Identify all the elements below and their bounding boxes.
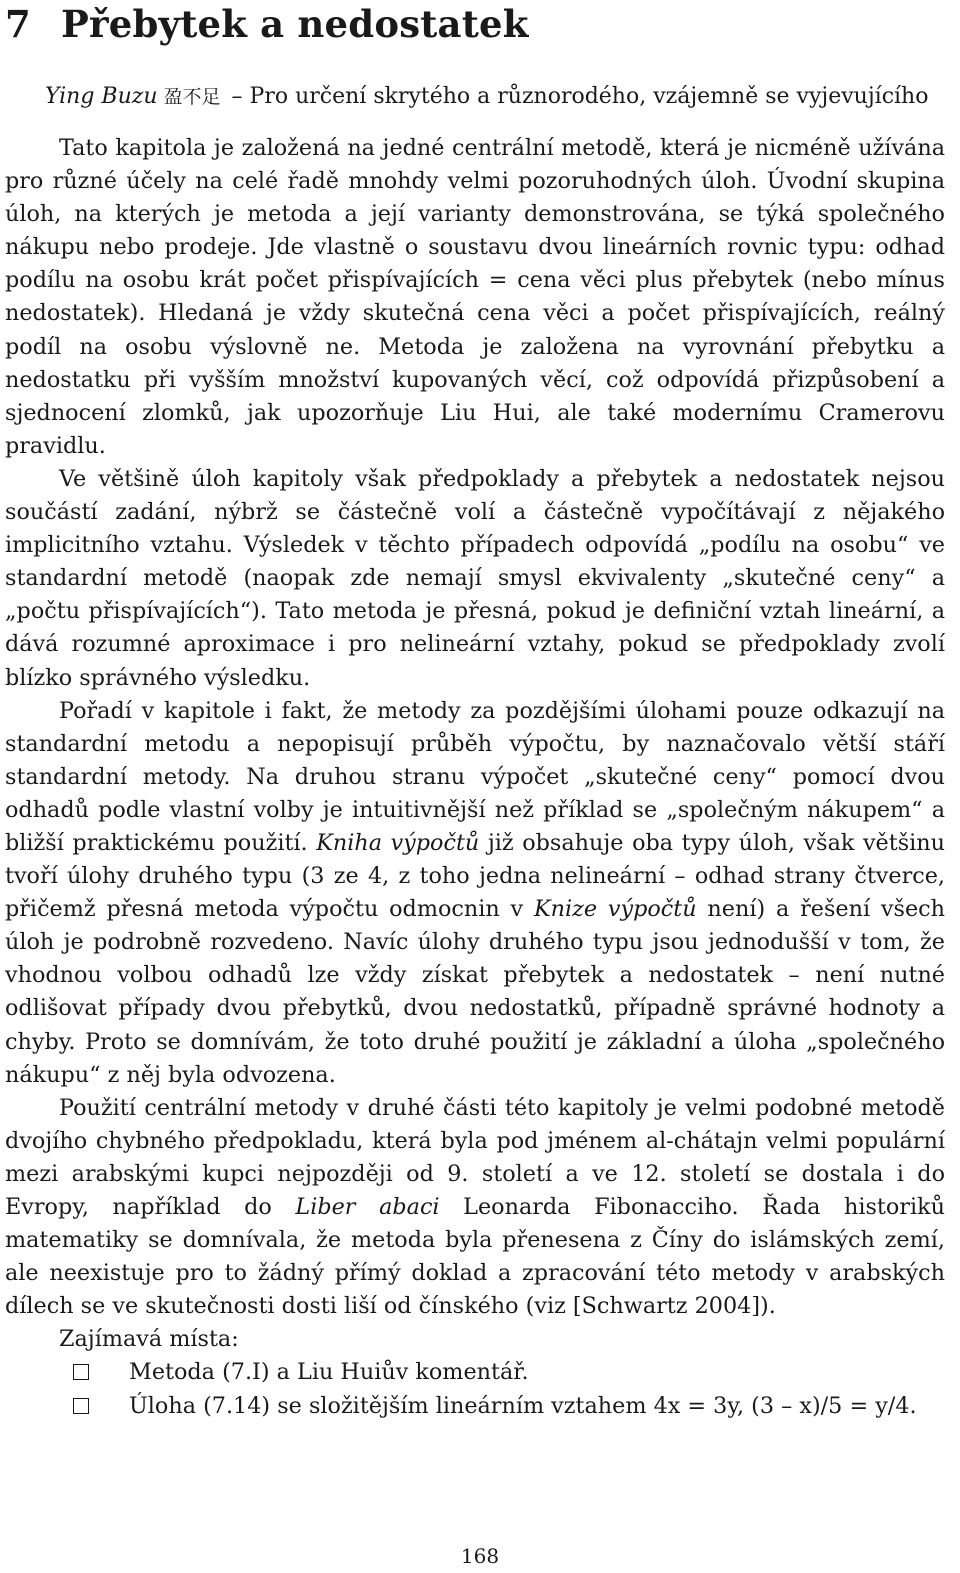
list-item	[5, 1356, 945, 1389]
list-item	[5, 1390, 945, 1423]
list-item-text: Úloha (7.14) se složitějším lineárním vztahem 4x = 3y, (3 – x)/5 = y/4.	[129, 1392, 917, 1419]
page	[5, 0, 945, 1423]
list-item-text: Metoda (7.I) a Liu Huiův komentář.	[129, 1359, 529, 1386]
book-title-kniha-vypoctu: Kniha výpočtů	[316, 829, 480, 856]
checkbox-square-icon	[73, 1398, 89, 1414]
interesting-heading: Zajímavá místa:	[59, 1326, 239, 1353]
epigraph	[45, 82, 945, 112]
paragraph-2	[5, 463, 945, 695]
epigraph-text: Pro určení skrytého a různorodého, vzájemně se vyjevujícího	[249, 84, 929, 109]
book-title-liber-abaci: Liber abaci	[295, 1194, 440, 1220]
checkbox-square-icon	[73, 1364, 89, 1380]
paragraph-4-text-b: Leonarda Fibonacciho. Řada historiků matematiky se domnívala, že metoda byla přenesena z Číny do islámských zemí, ale neexistuje pro to žádný přímý doklad a zpracování této metody v arabských dílech se ve skutečnosti dosti liší od čínského (viz [Schwartz 2004]).	[5, 1194, 945, 1320]
chapter-title: Přebytek a nedostatek	[61, 2, 529, 46]
chapter-number: 7	[5, 2, 31, 46]
paragraph-1	[5, 132, 945, 463]
paragraph-3	[5, 695, 945, 1092]
paragraph-4	[5, 1092, 945, 1324]
paragraph-3-text-b: již obsahuje oba typy úloh, však většinu tvoří úlohy druhého typu (3 ze 4, z toho jedna nelineární – odhad strany čtverce, přičemž přesná metoda výpočtu odmocnin v	[5, 829, 946, 923]
epigraph-chinese: 盈不足	[163, 86, 221, 108]
book-title-knize-vypoctu: Knize výpočtů	[533, 896, 697, 923]
paragraph-4-text-a: Použití centrální metody v druhé části této kapitoly je velmi podobné metodě dvojího chybného předpokladu, která byla pod jménem al-chátajn velmi populární mezi arabskými kupci nejpozději od 9. století a ve 12. století se dostala i do Evropy, například do	[5, 1094, 945, 1220]
epigraph-dash: –	[231, 84, 243, 109]
page-number: 168	[460, 1544, 500, 1568]
interesting-list	[5, 1356, 945, 1422]
paragraph-2-text: Ve většině úloh kapitoly však předpoklady a přebytek a nedostatek nejsou součástí zadání, nýbrž se částečně volí a částečně vypočítávají z nějakého implicitního vztahu. Výsledek v těchto případech odpovídá „podílu na osobu“ ve standardní metodě (naopak zde nemají smysl ekvivalenty „skutečné ceny“ a „počtu přispívajících“). Tato metoda je přesná, pokud je definiční vztah lineární, a dává rozumné aproximace i pro nelineární vztahy, pokud se předpoklady zvolí blízko správného výsledku.	[5, 465, 945, 691]
paragraph-1-text: Tato kapitola je založená na jedné centrální metodě, která je nicméně užívána pro různé účely na celé řadě mnohdy velmi pozoruhodných úloh. Úvodní skupina úloh, na kterých je metoda a její varianty demonstrována, se týká společného nákupu nebo prodeje. Jde vlastně o soustavu dvou lineárních rovnic typu: odhad podílu na osobu krát počet přispívajících = cena věci plus přebytek (nebo mínus nedostatek). Hledaná je vždy skutečná cena věci a počet přispívajících, reálný podíl na osobu výslovně ne. Metoda je založena na vyrovnání přebytku a nedostatku při vyšším množství kupovaných věcí, což odpovídá přizpůsobení a sjednocení zlomků, jak upozorňuje Liu Hui, ale také modernímu Cramerovu pravidlu.	[5, 135, 945, 459]
paragraph-3-text-c: není) a řešení všech úloh je podrobně rozvedeno. Navíc úlohy druhého typu jsou jednodušší v tom, že vhodnou volbou odhadů lze vždy získat přebytek a nedostatek – není nutné odlišovat případy dvou přebytků, dvou nedostatků, případně správné hodnoty a chyby. Proto se domnívám, že toto druhé použití je základní a úloha „společného nákupu“ z něj byla odvozena.	[5, 896, 945, 1088]
paragraph-3-text-a: Pořadí v kapitole i fakt, že metody za pozdějšími úlohami pouze odkazují na standardní metodu a nepopisují průběh výpočtu, by naznačovalo větší stáří standardní metody. Na druhou stranu výpočet „skutečné ceny“ pomocí dvou odhadů podle vlastní volby je intuitivnější než příklad se „společným nákupem“ a bližší praktickému použití.	[5, 697, 945, 856]
chapter-heading	[5, 0, 945, 46]
epigraph-author: Ying Buzu	[45, 84, 158, 109]
body-text	[5, 132, 945, 1323]
